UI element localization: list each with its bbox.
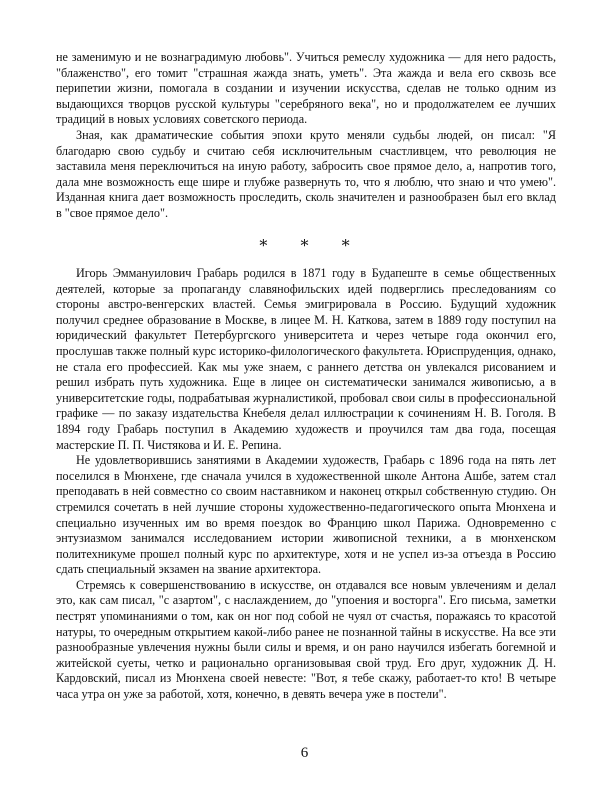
top-text-section (56, 50, 556, 222)
section-divider-asterisks: * * * (259, 236, 364, 255)
paragraph-birth-education: Игорь Эммануилович Грабарь родился в 1871 году в Будапеште в семье общественных деятелей, которые за пропаганду славянофильских идей подверглись преследованиям со стороны австро-венгерских властей. Семья эмигрировала в Россию. Будущий художник получил среднее образование в Москве, в лицее М. Н. Каткова, затем в 1889 году поступил на юридический факультет Петербургского университета и через четыре года окончил его, прослушав также полный курс историко-филологического факультета. Юриспруденция, однако, не стала его профессией. Как мы уже знаем, с раннего детства он увлекался рисованием и решил избрать путь художника. Еще в лицее он систематически занимался живописью, а в университетские годы, подрабатывая журналистикой, пробовал свои силы в профессиональной графике — по заказу издательства Кнебеля делал иллюстрации к сочинениям Н. В. Гоголя. В 1894 году Грабарь поступил в Академию художеств и проучился там два года, посещая мастерские П. П. Чистякова и И. Е. Репина. (56, 266, 556, 452)
biography-text-section (56, 266, 556, 703)
paragraph-quote-revolution: Зная, как драматические события эпохи круто меняли судьбы людей, он писал: "Я благодарю свою судьбу и считаю себя исключительным счастливцем, что революция не заставила меня переключиться на иную работу, забросить свое прямое дело, а, напротив того, дала мне возможность еще шире и глубже развернуть то, что я люблю, что знаю и что умею". Изданная книга дает возможность проследить, сколь значителен и разнообразен был его вклад в "свое прямое дело". (56, 127, 556, 220)
paragraph-enthusiasm: Стремясь к совершенствованию в искусстве, он отдавался все новым увлечениям и делал это, как сам писал, "с азартом", с наслаждением, до "упоения и восторга". Его письма, заметки пестрят упоминаниями о том, как он ног под собой не чуял от счастья, поражаясь то красотой натуры, то очередным открытием какой-либо ранее не познанной тайны в искусстве. На все эти разнообразные увлечения нужны были силы и время, и он рано научился избегать богемной и житейской суеты, четко и рационально организовывая свой труд. Его друг, художник Д. Н. Кардовский, писал из Мюнхена своей невесте: "Вот, я тебе скажу, работает-то кто! В четыре часа утра он уже за работой, хотя, конечно, в девять вечера уже в постели". (56, 577, 556, 702)
paragraph-continuation: не заменимую и не вознаградимую любовь". Учиться ремеслу художника — для него радость, "блаженство", его томит "страшная жажда знать, уметь". Эта жажда и вела его сквозь все перипетии жизни, помогала в создании и изучении искусства, сделав не только одним из выдающихся творцов русской культуры "серебряного века", но и продолжателем ее лучших традиций в новых условиях советского периода. (56, 50, 556, 127)
paragraph-munich: Не удовлетворившись занятиями в Академии художеств, Грабарь с 1896 года на пять лет поселился в Мюнхене, где сначала учился в художественной школе Антона Ашбе, затем стал преподавать в ней совместно со своим наставником и наконец открыл собственную студию. Он стремился сочетать в ней лучшие стороны художественно-педагогического опыта Мюнхена и специально изученных им во время поездок во Францию школ Парижа. Одновременно с энтузиазмом занимался исследованием истории живописной техники, а в мюнхенском политехникуме прошел полный курс по архитектуре, хотя и не успел из-за отъезда в Россию сдать специальный экзамен на звание архитектора. (56, 453, 556, 577)
page-number: 6 (300, 745, 309, 761)
